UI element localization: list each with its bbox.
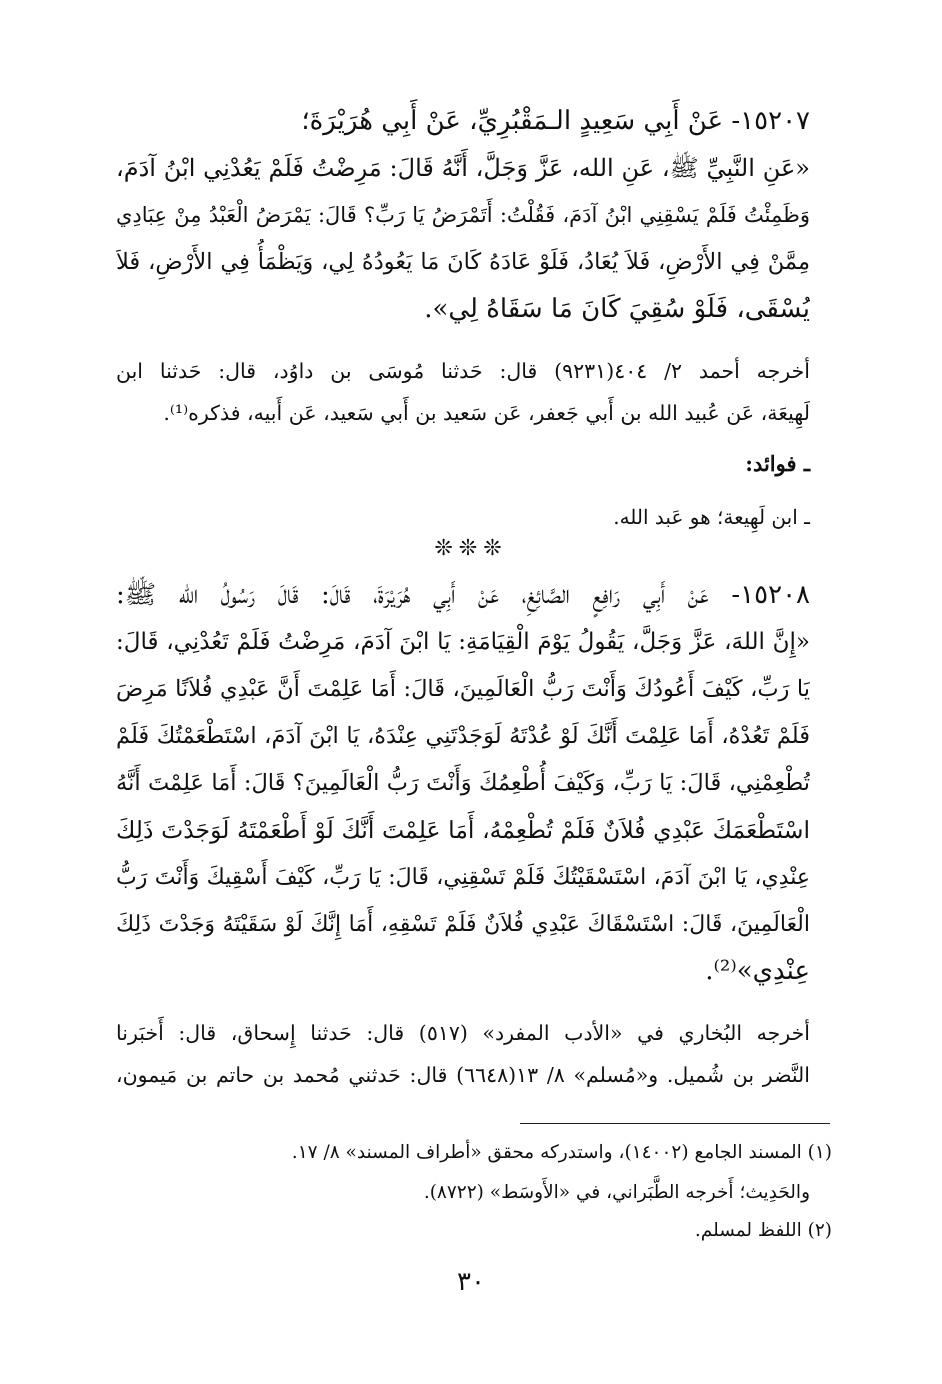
hadith-line: ١٥٢٠٨- عَنْ أَبِي رَافِعٍ الصَّائِغِ، عَنْ أَبِي هُرَيْرَةَ، قَالَ: قَالَ رَسُولُ الله ﷺ: <box>116 580 810 610</box>
footnote-2: (٢) اللفظ لمسلم. <box>694 1220 832 1241</box>
footnote-1-continuation: والحَدِيث؛ أَخرجه الطَّبَراني، في «الأَوسَط» (٨٧٢٢). <box>423 1182 810 1203</box>
hadith-line: يُسْقَى، فَلَوْ سُقِيَ كَانَ مَا سَقَاهُ لِي». <box>424 294 810 324</box>
hadith-line: مِمَّنْ فِي الأَرْضِ، فَلاَ يُعَادُ، فَلَوْ عَادَهُ كَانَ مَا يَعُودُهُ لِي، وَيَظْمَأُ فِي الأَرْضِ، فَلاَ <box>116 249 810 275</box>
hadith-line: فَلَمْ تَعُدْهُ، أَمَا عَلِمْتَ أَنَّكَ لَوْ عُدْتَهُ لَوَجَدْتَنِي عِنْدَهُ، يَا ابْنَ آدَمَ، اسْتَطْعَمْتُكَ فَلَمْ <box>116 723 810 749</box>
hadith-line: عِنْدِي، يَا ابْنَ آدَمَ، اسْتَسْقَيْتُكَ فَلَمْ تَسْقِنِي، قَالَ: يَا رَبِّ، كَيْفَ أَسْقِيكَ وَأَنْتَ رَبُّ <box>116 865 810 890</box>
page-number: ٣٠ <box>457 1267 485 1297</box>
fawaid-heading: ـ فوائد: <box>745 451 810 476</box>
hadith-15208 <box>116 572 810 995</box>
hadith-line: عِنْدِي»⁽²⁾. <box>705 956 810 986</box>
hadith-line: «عَنِ النَّبِيِّ ﷺ، عَنِ الله، عَزَّ وَجَلَّ، أَنَّهُ قَالَ: مَرِضْتُ فَلَمْ يَعُدْنِي ابْنُ آدَمَ، <box>116 154 810 182</box>
takhrij-15208 <box>116 1012 810 1096</box>
hadith-line: تُطْعِمْنِي، قَالَ: يَا رَبِّ، وَكَيْفَ أُطْعِمُكَ وَأَنْتَ رَبُّ الْعَالَمِينَ؟ قَالَ: أَمَا عَلِمْتَ أَنَّهُ <box>116 770 810 796</box>
hadith-line: اسْتَطْعَمَكَ عَبْدِي فُلاَنٌ فَلَمْ تُطْعِمْهُ، أَمَا عَلِمْتَ أَنَّكَ لَوْ أَطْعَمْتَهُ لَوَجَدْتَ ذَلِكَ <box>116 816 810 844</box>
takhrij-line: أخرجه البُخاري في «الأدب المفرد» (٥١٧) قال: حَدثنا إِسحاق، قال: أَخبَرنا <box>116 1021 810 1045</box>
hadith-15207 <box>116 98 810 333</box>
footnote-divider <box>520 1123 830 1124</box>
takhrij-line: لَهِيعَة، عَن عُبيد الله بن أَبي جَعفر، عَن سَعيد بن أَبي سَعيد، عَن أَبيه، فذكره⁽¹⁾. <box>163 401 810 425</box>
footnote-1: (١) المسند الجامع (١٤٠٠٢)، واستدركه محقق «أطراف المسند» ٨/ ١٧. <box>291 1142 832 1163</box>
fawaid-note: ـ ابن لَهِيعة؛ هو عَبد الله. <box>613 505 810 529</box>
hadith-line: «إِنَّ اللهَ، عَزَّ وَجَلَّ، يَقُولُ يَوْمَ الْقِيَامَةِ: يَا ابْنَ آدَمَ، مَرِضْتُ فَلَمْ تَعُدْنِي، قَالَ: <box>116 629 810 655</box>
hadith-line: الْعَالَمِينَ، قَالَ: اسْتَسْقَاكَ عَبْدِي فُلاَنٌ فَلَمْ تَسْقِهِ، أَمَا إِنَّكَ لَوْ سَقَيْتَهُ وَجَدْتَ ذَلِكَ <box>116 912 810 937</box>
takhrij-15207 <box>116 350 810 434</box>
hadith-line: وَظَمِئْتُ فَلَمْ يَسْقِنِي ابْنُ آدَمَ، فَقُلْتُ: أَتَمْرَضُ يَا رَبِّ؟ قَالَ: يَمْرَضُ الْعَبْدُ مِنْ عِبَادِي <box>116 203 810 227</box>
takhrij-line: أخرجه أحمد ٢/ ٤٠٤(٩٢٣١) قال: حَدثنا مُوسَى بن داوُد، قال: حَدثنا ابن <box>116 359 810 383</box>
section-separator: ❊❊❊ <box>434 536 508 561</box>
hadith-line: يَا رَبِّ، كَيْفَ أَعُودُكَ وَأَنْتَ رَبُّ الْعَالَمِينَ، قَالَ: أَمَا عَلِمْتَ أَنَّ عَبْدِي فُلاَنًا مَرِضَ <box>116 676 810 702</box>
hadith-line: ١٥٢٠٧- عَنْ أَبِي سَعِيدٍ الـمَقْبُرِيِّ، عَنْ أَبِي هُرَيْرَةَ؛ <box>301 106 810 136</box>
takhrij-line: النَّضر بن شُميل. و«مُسلم» ٨/ ١٣(٦٦٤٨) قال: حَدثني مُحمد بن حاتم بن مَيمون، <box>116 1063 810 1087</box>
